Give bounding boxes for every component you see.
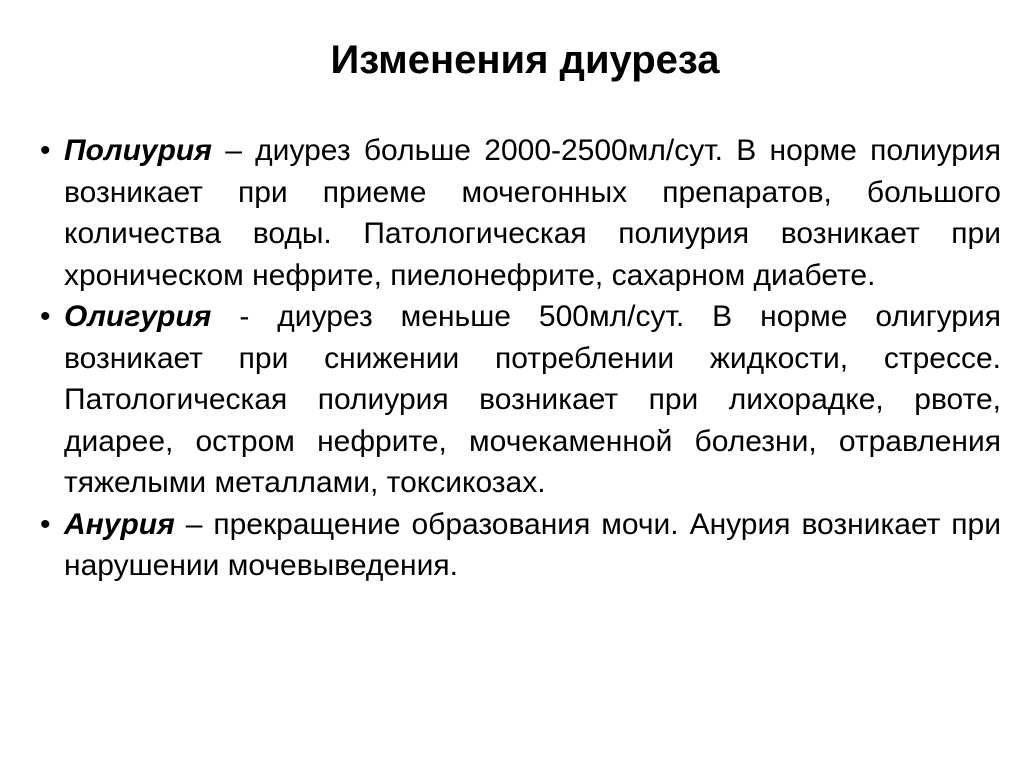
definition-oliguria: - диурез меньше 500мл/сут. В норме олигурия возникает при снижении потреблении жидкости, стрессе. Патологическая полиурия возникает при лихорадке, рвоте, диарее, остром нефрите, мочекаменной болезни, отравления тяжелыми металлами, токсикозах. bbox=[64, 300, 1001, 499]
term-oliguria: Олигурия bbox=[64, 300, 212, 333]
term-polyuria: Полиурия bbox=[64, 134, 212, 167]
definition-anuria: – прекращение образования мочи. Анурия возникает при нарушении мочевыведения. bbox=[64, 507, 1001, 582]
bullet-item-oliguria bbox=[34, 296, 1001, 504]
definition-polyuria: – диурез больше 2000-2500мл/сут. В норме полиурия возникает при приеме мочегонных препаратов, большого количества воды. Патологическая полиурия возникает при хроническом нефрите, пиелонефрите, сахарном диабете. bbox=[64, 134, 1001, 292]
bullet-marker: • bbox=[40, 134, 51, 167]
bullet-list bbox=[34, 130, 1001, 587]
bullet-marker: • bbox=[40, 300, 51, 333]
term-anuria: Анурия bbox=[64, 507, 175, 541]
bullet-item-polyuria bbox=[34, 130, 1001, 296]
slide-title: Изменения диуреза bbox=[330, 38, 720, 82]
bullet-marker: • bbox=[40, 507, 51, 541]
bullet-item-anuria bbox=[34, 504, 1001, 587]
